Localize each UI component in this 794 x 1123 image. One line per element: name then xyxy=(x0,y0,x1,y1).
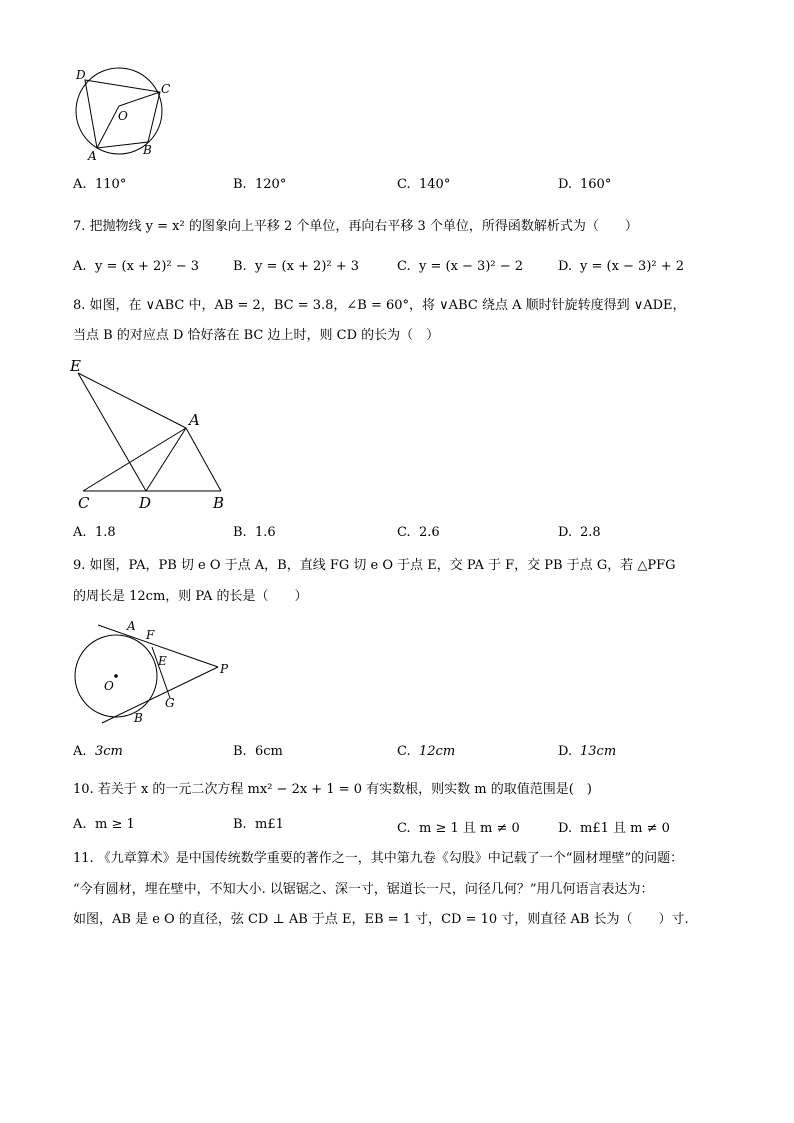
q7-option-d xyxy=(558,259,684,274)
q7-option-c xyxy=(397,259,523,274)
q9-label-e: E xyxy=(158,654,167,668)
option-text: 12cm xyxy=(419,744,456,759)
q11-line2: “今有圆材，埋在壁中，不知大小. 以锯锯之、深一寸，锯道长一尺，问径几何？”用几何语言表达为： xyxy=(73,882,654,897)
option-label: C. xyxy=(397,821,411,836)
q9-option-d xyxy=(558,744,616,759)
q8-label-a: A xyxy=(189,411,200,429)
q8-option-b xyxy=(233,525,276,540)
option-text: y = (x + 2)² − 3 xyxy=(95,259,200,274)
option-label: D. xyxy=(558,259,573,274)
q7-stem: 7. 把抛物线 y = x² 的图象向上平移 2 个单位，再向右平移 3 个单位，所得函数解析式为（ ） xyxy=(73,219,638,234)
option-text: m ≥ 1 xyxy=(95,817,135,832)
q10-option-d xyxy=(558,817,670,836)
q11-line3: 如图，AB 是 e O 的直径，弦 CD ⊥ AB 于点 E，EB = 1 寸，CD = 10 寸，则直径 AB 长为（ ）寸. xyxy=(73,912,689,927)
q9-stem-line2: 的周长是 12cm，则 PA 的长是（ ） xyxy=(73,589,308,604)
option-label: A. xyxy=(73,744,87,759)
q11-line1: 11. 《九章算术》是中国传统数学重要的著作之一，其中第九卷《勾股》中记载了一个“圆材埋壁”的问题： xyxy=(73,851,684,866)
option-text: 120° xyxy=(255,177,287,192)
option-text: 1.8 xyxy=(95,525,116,540)
option-text: 6cm xyxy=(255,744,283,759)
q8-option-c xyxy=(397,525,440,540)
option-label: C. xyxy=(397,177,411,192)
q8-label-e: E xyxy=(70,357,81,375)
option-label: B. xyxy=(233,177,247,192)
q8-label-d: D xyxy=(139,494,152,512)
q10-option-a xyxy=(73,817,135,832)
option-label: C. xyxy=(397,259,411,274)
q8-stem-line2: 当点 B 的对应点 D 恰好落在 BC 边上时，则 CD 的长为（ ） xyxy=(73,328,440,343)
option-text: m£1 xyxy=(255,817,284,832)
q9-label-b: B xyxy=(134,711,143,725)
option-text: m£1 且 m ≠ 0 xyxy=(580,821,670,836)
q8-option-d xyxy=(558,525,601,540)
q6-option-d xyxy=(558,177,611,192)
option-label: B. xyxy=(233,817,247,832)
q8-stem-line1: 8. 如图，在 ∨ABC 中，AB = 2，BC = 3.8，∠B = 60°，将 ∨ABC 绕点 A 顺时针旋转度得到 ∨ADE， xyxy=(73,298,686,313)
q10-option-c xyxy=(397,817,520,836)
q9-stem-line1: 9. 如图，PA，PB 切 e O 于点 A，B，直线 FG 切 e O 于点 E，交 PA 于 F，交 PB 于点 G，若 △PFG xyxy=(73,558,676,573)
q10-stem: 10. 若关于 x 的一元二次方程 mx² − 2x + 1 = 0 有实数根，则实数 m 的取值范围是( ) xyxy=(73,782,592,797)
q6-option-b xyxy=(233,177,286,192)
option-text: y = (x − 3)² − 2 xyxy=(419,259,524,274)
option-label: B. xyxy=(233,525,247,540)
option-label: A. xyxy=(73,259,87,274)
option-text: 2.8 xyxy=(580,525,601,540)
option-text: 3cm xyxy=(95,744,123,759)
q8-segment-ad xyxy=(146,428,186,491)
q9-label-p: P xyxy=(220,662,229,676)
q6-label-d: D xyxy=(76,68,86,82)
q6-label-o: O xyxy=(118,109,128,123)
q6-label-b: B xyxy=(143,143,152,157)
q9-option-a xyxy=(73,744,123,759)
option-text: 1.6 xyxy=(255,525,276,540)
option-label: D. xyxy=(558,744,573,759)
q8-figure xyxy=(66,355,241,515)
option-text: y = (x − 3)² + 2 xyxy=(580,259,685,274)
option-text: 140° xyxy=(419,177,451,192)
q9-figure xyxy=(70,615,240,730)
q10-option-b xyxy=(233,817,284,832)
option-label: D. xyxy=(558,525,573,540)
option-text: 110° xyxy=(95,177,127,192)
q6-option-a xyxy=(73,177,126,192)
q6-option-c xyxy=(397,177,450,192)
q6-label-a: A xyxy=(88,149,97,162)
option-text: 2.6 xyxy=(419,525,440,540)
option-label: D. xyxy=(558,821,573,836)
option-label: A. xyxy=(73,177,87,192)
q9-label-g: G xyxy=(165,696,175,710)
q8-option-a xyxy=(73,525,116,540)
q9-tangent-pb xyxy=(102,667,218,723)
option-text: m ≥ 1 且 m ≠ 0 xyxy=(419,821,520,836)
q9-label-f: F xyxy=(146,628,155,642)
q9-option-b xyxy=(233,744,283,759)
option-label: B. xyxy=(233,744,247,759)
q8-label-c: C xyxy=(78,494,90,512)
option-label: C. xyxy=(397,744,411,759)
option-label: C. xyxy=(397,525,411,540)
q8-segment-ab xyxy=(186,428,221,491)
q7-option-a xyxy=(73,259,199,274)
q9-option-c xyxy=(397,744,455,759)
q6-label-c: C xyxy=(161,82,171,96)
q9-center-dot xyxy=(114,674,118,678)
option-text: y = (x + 2)² + 3 xyxy=(255,259,360,274)
option-label: A. xyxy=(73,525,87,540)
q8-label-b: B xyxy=(213,494,225,512)
option-text: 13cm xyxy=(580,744,617,759)
q6-figure xyxy=(70,62,180,162)
q7-option-b xyxy=(233,259,359,274)
q9-label-o: O xyxy=(104,679,114,693)
option-label: B. xyxy=(233,259,247,274)
option-text: 160° xyxy=(580,177,612,192)
q8-segment-ac xyxy=(83,428,186,491)
option-label: A. xyxy=(73,817,87,832)
option-label: D. xyxy=(558,177,573,192)
q9-label-a: A xyxy=(127,619,136,633)
